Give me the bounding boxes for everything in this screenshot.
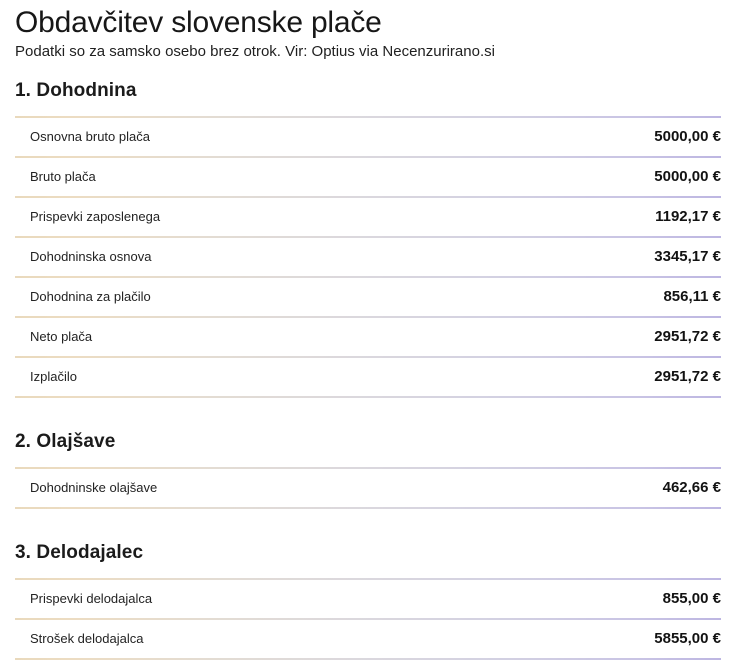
row-value: 462,66 € (662, 479, 721, 496)
table-olajsave (15, 467, 721, 509)
section-heading: 3. Delodajalec (15, 542, 144, 563)
row-label: Izplačilo (30, 369, 77, 384)
page-subtitle: Podatki so za samsko osebo brez otrok. Vir: Optius via Necenzurirano.si (15, 43, 495, 60)
table-row (15, 358, 721, 396)
row-label: Bruto plača (30, 169, 96, 184)
row-label: Dohodninska osnova (30, 249, 152, 264)
section-heading: 2. Olajšave (15, 431, 116, 452)
row-value: 2951,72 € (654, 368, 721, 385)
table-row (15, 238, 721, 276)
document-header (15, 0, 721, 61)
table-row (15, 469, 721, 507)
section-delodajalec (15, 509, 721, 660)
row-value: 5000,00 € (654, 168, 721, 185)
table-row (15, 158, 721, 196)
row-label: Strošek delodajalca (30, 631, 144, 646)
section-heading: 1. Dohodnina (15, 80, 137, 101)
row-label: Prispevki zaposlenega (30, 209, 161, 224)
table-row (15, 620, 721, 658)
table-row (15, 580, 721, 618)
row-label: Neto plača (30, 329, 93, 344)
table-row (15, 118, 721, 156)
section-olajsave (15, 398, 721, 509)
table-row (15, 278, 721, 316)
row-label: Osnovna bruto plača (30, 129, 150, 144)
row-value: 1192,17 € (655, 208, 721, 225)
row-label: Dohodninske olajšave (30, 480, 158, 495)
table-row (15, 198, 721, 236)
row-value: 3345,17 € (654, 248, 721, 265)
row-value: 2951,72 € (654, 328, 721, 345)
section-dohodnina (15, 61, 721, 398)
table-row (15, 318, 721, 356)
page-title: Obdavčitev slovenske plače (15, 6, 382, 39)
row-label: Dohodnina za plačilo (30, 289, 151, 304)
table-dohodnina (15, 116, 721, 398)
row-value: 856,11 € (663, 288, 721, 305)
row-value: 855,00 € (662, 590, 721, 607)
row-label: Prispevki delodajalca (30, 591, 153, 606)
row-value: 5000,00 € (654, 128, 721, 145)
table-delodajalec (15, 578, 721, 660)
row-value: 5855,00 € (654, 630, 721, 647)
